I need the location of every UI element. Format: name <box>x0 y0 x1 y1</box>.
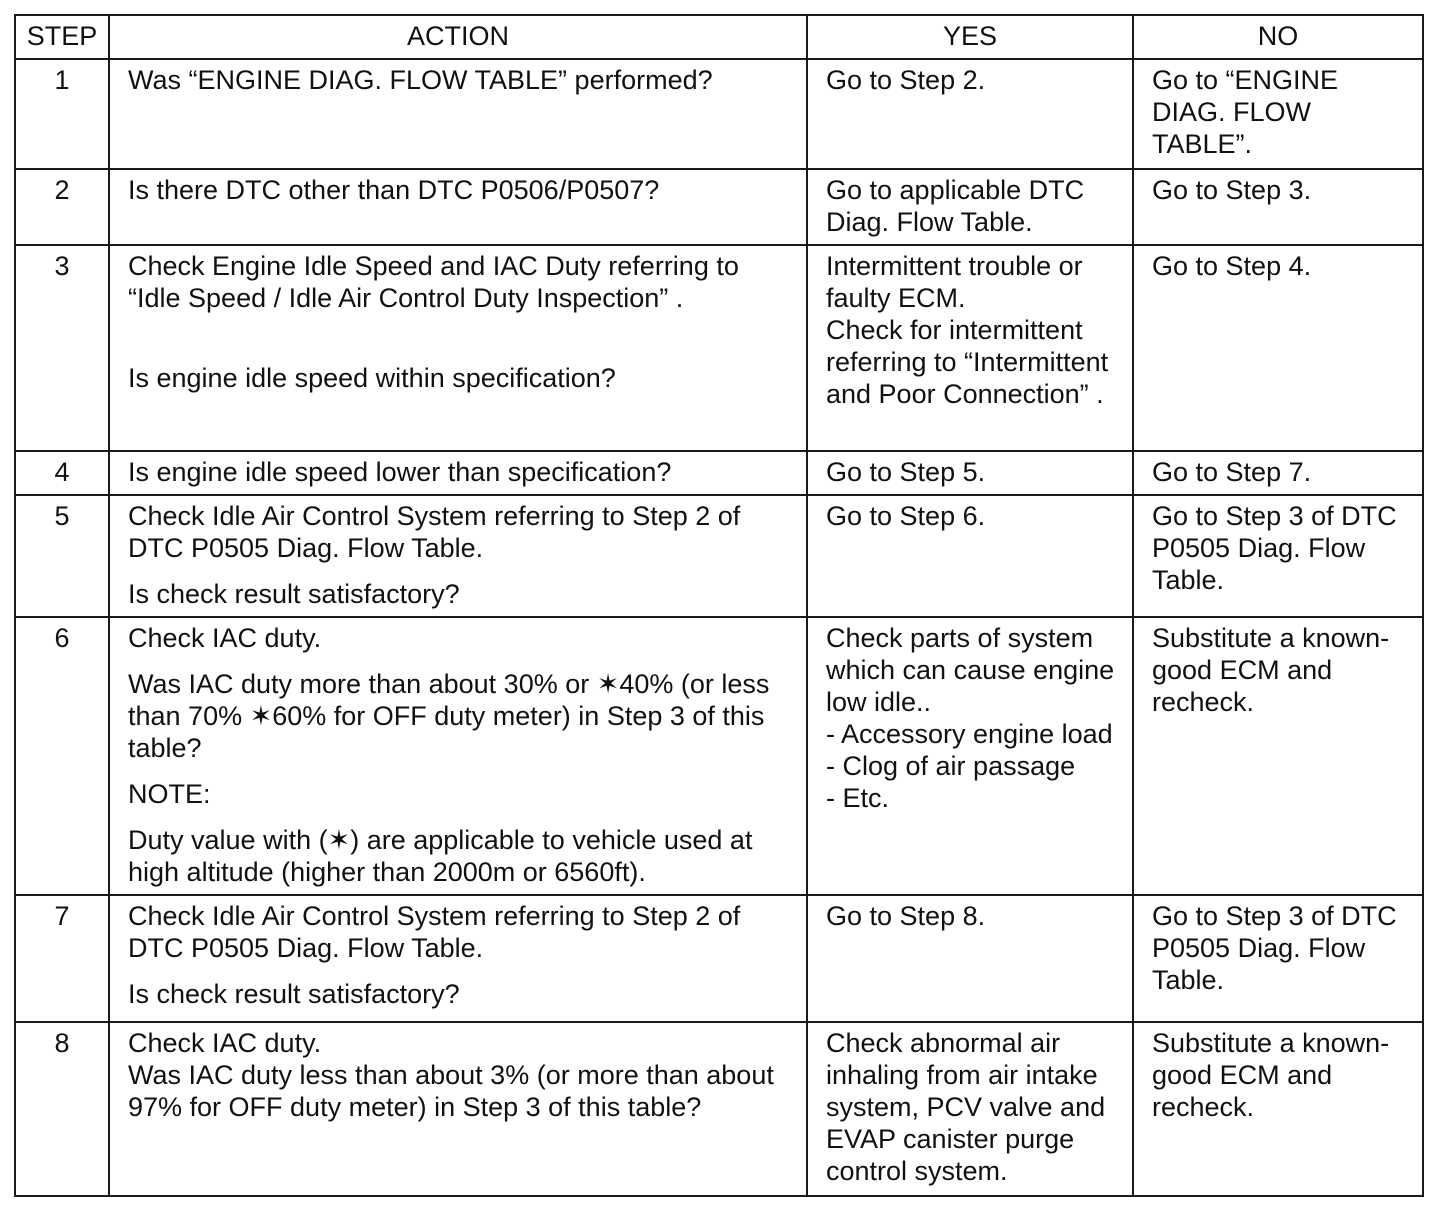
action-cell-text: Is there DTC other than DTC P0506/P0507? <box>128 175 660 205</box>
action-cell <box>109 495 807 617</box>
no-cell-text: Go to Step 3. <box>1152 175 1312 205</box>
yes-cell <box>807 495 1133 617</box>
header-step: STEP <box>15 15 109 59</box>
step-number: 8 <box>15 1022 109 1196</box>
action-cell-text: Check Idle Air Control System referring to Step 2 of DTC P0505 Diag. Flow Table. <box>128 901 741 963</box>
step-number: 3 <box>15 245 109 451</box>
table-body <box>15 59 1423 1196</box>
table-row <box>15 895 1423 1022</box>
table-row <box>15 495 1423 617</box>
no-cell-text: Go to “ENGINE DIAG. FLOW TABLE”. <box>1152 65 1339 159</box>
no-cell <box>1133 169 1423 245</box>
no-cell <box>1133 59 1423 169</box>
diagnostic-flow-table-container <box>14 14 1424 1197</box>
yes-cell <box>807 617 1133 895</box>
table-row <box>15 59 1423 169</box>
table-row <box>15 169 1423 245</box>
no-cell <box>1133 1022 1423 1196</box>
yes-cell <box>807 59 1133 169</box>
no-cell <box>1133 495 1423 617</box>
no-cell-text: Substitute a known-good ECM and recheck. <box>1152 623 1390 717</box>
yes-cell <box>807 245 1133 451</box>
no-cell-text: Go to Step 7. <box>1152 457 1312 487</box>
no-cell <box>1133 895 1423 1022</box>
yes-cell <box>807 1022 1133 1196</box>
action-cell <box>109 451 807 495</box>
no-cell-text: Go to Step 4. <box>1152 251 1312 281</box>
step-number: 4 <box>15 451 109 495</box>
action-cell-text: NOTE: <box>128 779 211 809</box>
yes-cell <box>807 895 1133 1022</box>
no-cell-text: Go to Step 3 of DTC P0505 Diag. Flow Table. <box>1152 901 1397 995</box>
yes-cell-text: Go to Step 8. <box>826 901 986 931</box>
no-cell <box>1133 451 1423 495</box>
yes-cell-text: Go to Step 6. <box>826 501 986 531</box>
yes-cell-text: Intermittent trouble or faulty ECM. <box>826 251 1083 313</box>
action-cell-text: Was “ENGINE DIAG. FLOW TABLE” performed? <box>128 65 713 95</box>
step-number: 5 <box>15 495 109 617</box>
diagnostic-flow-table <box>14 14 1424 1197</box>
action-cell-text: Duty value with (✶) are applicable to vehicle used at high altitude (higher than 2000m or 6560ft). <box>128 825 753 887</box>
action-cell-text: Was IAC duty more than about 30% or ✶40% (or less than 70% ✶60% for OFF duty meter) in Step 3 of this table? <box>128 669 770 763</box>
action-cell <box>109 1022 807 1196</box>
table-row <box>15 617 1423 895</box>
action-cell-text: Is engine idle speed lower than specification? <box>128 457 672 487</box>
no-cell <box>1133 617 1423 895</box>
table-row <box>15 245 1423 451</box>
header-row <box>15 15 1423 59</box>
yes-cell-text: Check for intermittent referring to “Intermittent and Poor Connection” . <box>826 315 1109 409</box>
table-row <box>15 451 1423 495</box>
table-row <box>15 1022 1423 1196</box>
header-yes: YES <box>807 15 1133 59</box>
action-cell-text: Was IAC duty less than about 3% (or more than about 97% for OFF duty meter) in Step 3 of this table? <box>128 1060 774 1122</box>
action-cell-text: Check Engine Idle Speed and IAC Duty referring to “Idle Speed / Idle Air Control Duty Inspection” . <box>128 251 739 313</box>
step-number: 1 <box>15 59 109 169</box>
action-cell <box>109 59 807 169</box>
step-number: 2 <box>15 169 109 245</box>
action-cell <box>109 169 807 245</box>
yes-cell-text: Check parts of system which can cause engine low idle.. <box>826 623 1115 717</box>
yes-cell <box>807 451 1133 495</box>
yes-cell-text: Go to Step 2. <box>826 65 986 95</box>
action-cell-text: Check IAC duty. <box>128 623 322 653</box>
no-cell-text: Substitute a known-good ECM and recheck. <box>1152 1028 1390 1122</box>
yes-cell-text: - Accessory engine load <box>826 719 1113 749</box>
yes-cell-text: Go to applicable DTC Diag. Flow Table. <box>826 175 1085 237</box>
yes-cell-text: - Clog of air passage <box>826 751 1076 781</box>
yes-cell-text: - Etc. <box>826 783 890 813</box>
action-cell-text: Is check result satisfactory? <box>128 579 460 609</box>
step-number: 7 <box>15 895 109 1022</box>
action-cell-text: Is engine idle speed within specification? <box>128 363 616 393</box>
action-cell-text: Is check result satisfactory? <box>128 979 460 1009</box>
header-action: ACTION <box>109 15 807 59</box>
no-cell-text: Go to Step 3 of DTC P0505 Diag. Flow Table. <box>1152 501 1397 595</box>
action-cell <box>109 245 807 451</box>
action-cell-text: Check IAC duty. <box>128 1028 322 1058</box>
yes-cell <box>807 169 1133 245</box>
no-cell <box>1133 245 1423 451</box>
action-cell <box>109 895 807 1022</box>
yes-cell-text: Check abnormal air inhaling from air intake system, PCV valve and EVAP canister purge control system. <box>826 1028 1106 1186</box>
action-cell <box>109 617 807 895</box>
header-no: NO <box>1133 15 1423 59</box>
yes-cell-text: Go to Step 5. <box>826 457 986 487</box>
action-cell-text: Check Idle Air Control System referring to Step 2 of DTC P0505 Diag. Flow Table. <box>128 501 741 563</box>
step-number: 6 <box>15 617 109 895</box>
